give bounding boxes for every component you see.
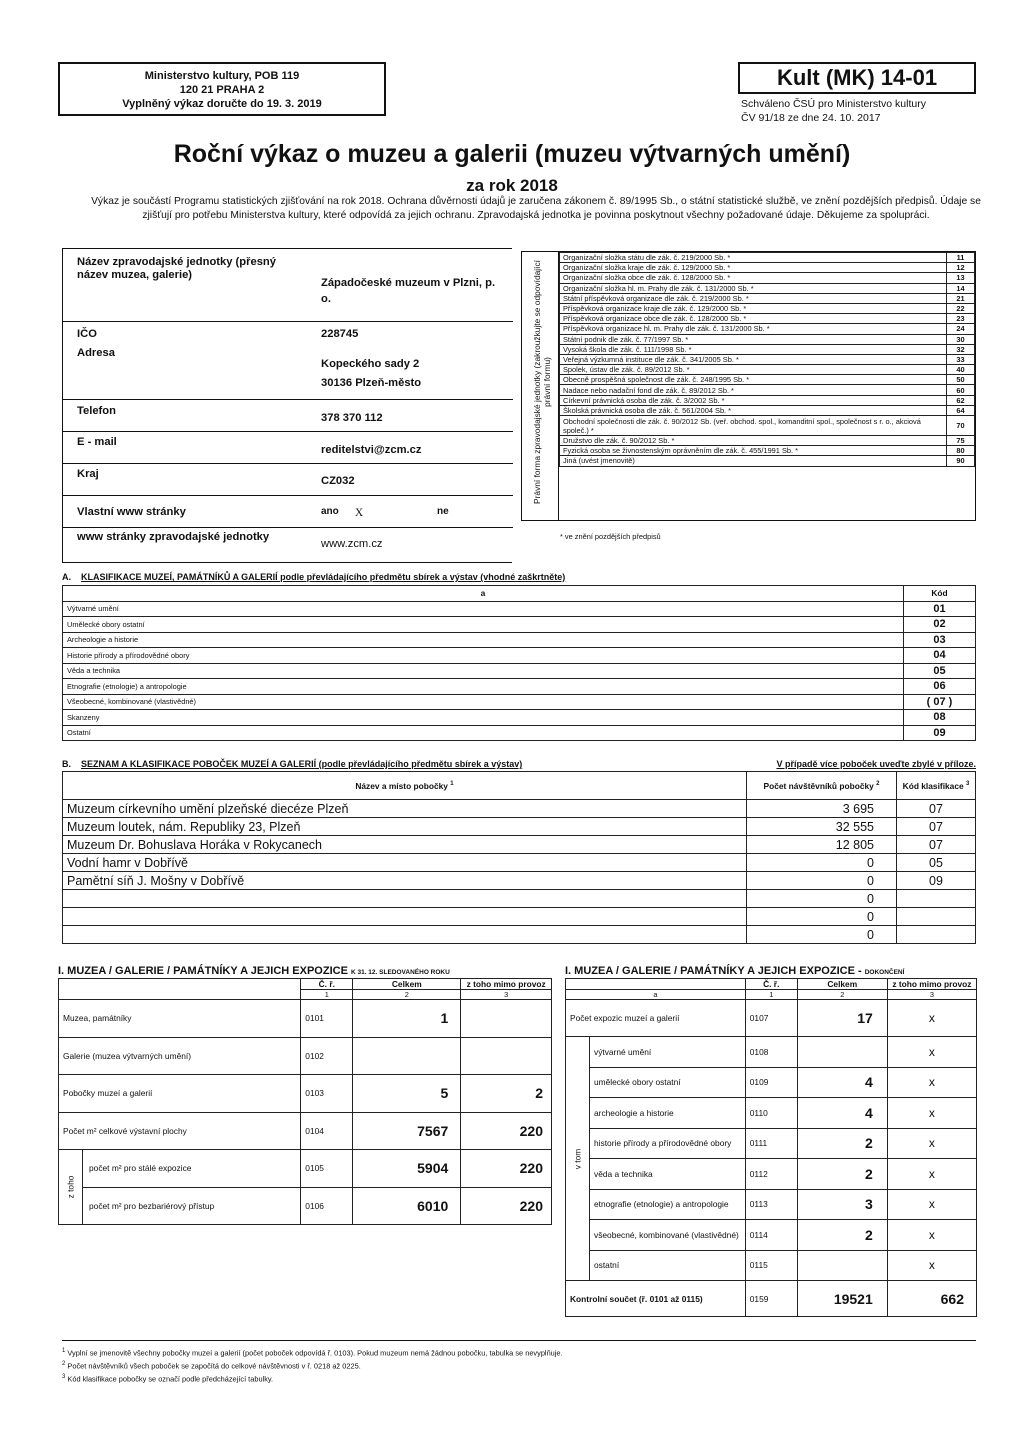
classification-code[interactable]: 06 (904, 679, 976, 695)
legal-form-code[interactable]: 23 (947, 314, 975, 324)
classification-label: Všeobecné, kombinované (vlastivědné) (63, 694, 904, 710)
row-number: 0101 (301, 1000, 353, 1038)
idx-1: 1 (745, 990, 797, 1000)
total-value[interactable]: 4 (797, 1098, 887, 1129)
idx-2: 2 (353, 990, 461, 1000)
ofwhich-value[interactable]: x (887, 1189, 976, 1220)
classification-row (63, 694, 976, 710)
footnote-3: $^3$ Kód klasifikace pobočky se označí podle předcházející tabulky. (62, 1374, 274, 1384)
footnotes (62, 1340, 976, 1385)
classification-label: Skanzeny (63, 710, 904, 726)
legal-form-code[interactable]: 33 (947, 354, 975, 364)
row-number: 0106 (301, 1187, 353, 1225)
legal-form-code[interactable]: 12 (947, 263, 975, 273)
section-i-heading (58, 965, 450, 977)
idx-1: 1 (301, 990, 353, 1000)
exhibition-label: Počet expozic muzeí a galerií (566, 1000, 746, 1037)
row-number: 0109 (745, 1067, 797, 1098)
legal-form-row (560, 405, 975, 415)
exhibition-label: všeobecné, kombinované (vlastivědné) (590, 1220, 746, 1251)
section-i-cont-title: I. MUZEA / GALERIE / PAMÁTNÍKY A JEJICH EXPOZICE - (565, 965, 862, 977)
ofwhich-value[interactable]: x (887, 1000, 976, 1037)
phone-label: Telefon (77, 405, 116, 417)
classification-label: Ostatní (63, 725, 904, 741)
classification-row (63, 648, 976, 664)
legal-form-row (560, 365, 975, 375)
ofwhich-value[interactable]: x (887, 1159, 976, 1190)
idx-3: 3 (461, 990, 552, 1000)
legal-form-label: Organizační složka hl. m. Prahy dle zák. č. 131/2000 Sb. * (560, 283, 947, 293)
legal-form-vertical-label (522, 252, 559, 520)
col-ofwhich-header: z toho mimo provoz (887, 979, 976, 990)
branch-row (63, 926, 976, 944)
col-visitors-header: Počet návštěvníků pobočky $^2$ (747, 772, 897, 800)
exhibition-row (566, 1098, 977, 1129)
legal-form-code[interactable]: 32 (947, 344, 975, 354)
classification-code[interactable]: 04 (904, 648, 976, 664)
row-number: 0115 (745, 1250, 797, 1281)
section-b-note: V případě více poboček uveďte zbylé v příloze. (776, 759, 976, 769)
row-number: 0105 (301, 1150, 353, 1188)
row-number: 0113 (745, 1189, 797, 1220)
legal-form-label: Jiná (uvést jmenovitě) (560, 456, 947, 466)
col-total-header: Celkem (797, 979, 887, 990)
branch-row (63, 854, 976, 872)
page-subtitle: za rok 2018 (466, 176, 558, 195)
section-a-heading (62, 572, 565, 582)
col-name-header: Název a místo pobočky $^1$ (63, 772, 747, 800)
branch-row (63, 890, 976, 908)
branch-row (63, 818, 976, 836)
exhibition-label: věda a technika (590, 1159, 746, 1190)
footnote-text: Vyplní se jmenovitě všechny pobočky muzeí a galerií (počet poboček odpovídá ř. 0103). Pokud muzeum nemá žádnou pobočku, tabulka se nevyplňuje. (67, 1348, 563, 1358)
legal-form-label: Družstvo dle zák. č. 90/2012 Sb. * (560, 436, 947, 446)
legal-form-code[interactable]: 75 (947, 436, 975, 446)
classification-row (63, 601, 976, 617)
classification-code[interactable]: 09 (904, 725, 976, 741)
address-line2[interactable]: 30136 Plzeň-město (321, 377, 422, 389)
legal-form-label: Státní podnik dle zák. č. 77/1997 Sb. * (560, 334, 947, 344)
total-value[interactable]: 4 (797, 1067, 887, 1098)
exhibition-label: Muzea, památníky (59, 1000, 301, 1038)
total-value[interactable]: 7567 (353, 1112, 461, 1150)
approval-line: Schváleno ČSÚ pro Ministerstvo kultury (741, 98, 926, 110)
classification-label: Etnografie (etnologie) a antropologie (63, 679, 904, 695)
legal-form-label: Organizační složka státu dle zák. č. 219/2000 Sb. * (560, 253, 947, 263)
recipient-box (58, 62, 386, 116)
footnote-text: Kód klasifikace pobočky se označí podle předcházející tabulky. (67, 1374, 274, 1384)
classification-label: Archeologie a historie (63, 632, 904, 648)
total-value[interactable]: 6010 (353, 1187, 461, 1225)
exhibition-row (59, 1112, 552, 1150)
intro-text: Výkaz je součástí Programu statistických zjišťování na rok 2018. Ochrana důvěrnosti údajů je zaručena zákonem č. 89/1995 Sb., o státní statistické službě, ve znění pozdějších předpisů. Údaje se zjišťují pro potřebu Ministerstva kultury, které odpovídá za jejich ochranu. Zpravodajská jednotka je povinna poskytnout všechny požadované údaje. Děkujeme za spolupráci. (91, 196, 981, 221)
classification-row (63, 679, 976, 695)
total-value[interactable] (353, 1037, 461, 1075)
total-value[interactable]: 1 (353, 1000, 461, 1038)
group-label-cell (59, 1150, 83, 1225)
branch-name[interactable] (63, 926, 747, 944)
own-web-yes[interactable]: ano (321, 506, 339, 517)
legal-form-label: Fyzická osoba se živnostenským oprávněním dle zák. č. 455/1991 Sb. * (560, 446, 947, 456)
table-header-row (63, 586, 976, 602)
legal-form-code[interactable]: 14 (947, 283, 975, 293)
total-value[interactable]: 5 (353, 1075, 461, 1113)
legal-form-row (560, 456, 975, 466)
branch-row (63, 800, 976, 818)
legal-form-footnote: * ve znění pozdějších předpisů (560, 532, 661, 541)
branch-row (63, 872, 976, 890)
legal-form-code[interactable]: 11 (947, 253, 975, 263)
exhibition-label: umělecké obory ostatní (590, 1067, 746, 1098)
total-value[interactable]: 17 (797, 1000, 887, 1037)
row-number: 0104 (301, 1112, 353, 1150)
legal-form-row (560, 385, 975, 395)
control-sum-ofwhich[interactable]: 662 (887, 1281, 976, 1317)
row-number: 0114 (745, 1220, 797, 1251)
legal-form-table (559, 252, 975, 467)
branch-code[interactable] (897, 890, 976, 908)
branch-name[interactable] (63, 890, 747, 908)
page-title: Roční výkaz o muzeu a galerii (muzeu výtvarných umění) (173, 140, 851, 168)
idx-a: a (566, 990, 746, 1000)
unit-name-value[interactable]: Západočeské muzeum v Plzni, p. o. (321, 277, 496, 305)
exhibition-row (59, 1075, 552, 1113)
exhibition-row (59, 1000, 552, 1038)
branch-visitors[interactable]: 0 (747, 872, 897, 890)
ico-value[interactable]: 228745 (321, 328, 359, 340)
exhibition-row (566, 1067, 977, 1098)
legal-form-code[interactable]: 30 (947, 334, 975, 344)
col-row-header: Č. ř. (301, 979, 353, 990)
legal-form-label: Příspěvková organizace kraje dle zák. č. 129/2000 Sb. * (560, 303, 947, 313)
exhibition-row (566, 1037, 977, 1068)
group-label: z toho (65, 1175, 76, 1199)
recipient-line: Ministerstvo kultury, POB 119 (144, 70, 300, 82)
classification-row (63, 617, 976, 633)
table-header-row (63, 772, 976, 800)
exhibitions-table (58, 978, 552, 1225)
branch-visitors[interactable]: 0 (747, 926, 897, 944)
legal-form-row (560, 375, 975, 385)
classification-label: Historie přírody a přírodovědné obory (63, 648, 904, 664)
legal-form-label: Organizační složka obce dle zák. č. 128/2000 Sb. * (560, 273, 947, 283)
control-sum-label: Kontrolní součet (ř. 0101 až 0115) (566, 1281, 746, 1317)
total-value[interactable] (797, 1037, 887, 1068)
ofwhich-value[interactable]: 220 (461, 1187, 552, 1225)
col-visitors-text: Počet návštěvníků pobočky (763, 780, 874, 791)
classification-row (63, 632, 976, 648)
own-web-mark: X (355, 507, 364, 519)
ofwhich-value[interactable]: 220 (461, 1112, 552, 1150)
exhibition-label: ostatní (590, 1250, 746, 1281)
exhibition-label: počet m² pro bezbariérový přístup (83, 1187, 301, 1225)
branch-name[interactable]: Pamětní síň J. Mošny v Dobřívě (63, 872, 747, 890)
total-value[interactable]: 3 (797, 1189, 887, 1220)
legal-form-row (560, 303, 975, 313)
classification-code[interactable]: 05 (904, 663, 976, 679)
exhibition-row (59, 1037, 552, 1075)
branches-table (62, 771, 976, 944)
form-code: Kult (MK) 14-01 (738, 62, 976, 94)
legal-form-code[interactable]: 62 (947, 395, 975, 405)
section-a-prefix: A. (62, 572, 71, 582)
unit-web-label: www stránky zpravodajské jednotky (77, 531, 270, 543)
ico-label: IČO (77, 328, 97, 340)
legal-form-code[interactable]: 50 (947, 375, 975, 385)
branch-code[interactable]: 05 (897, 854, 976, 872)
legal-form-row (560, 416, 975, 436)
section-b-title: SEZNAM A KLASIFIKACE POBOČEK MUZEÍ A GALERIÍ (podle převládajícího předmětu sbírek a výstav) (81, 759, 523, 769)
classification-table (62, 585, 976, 741)
total-value[interactable] (797, 1250, 887, 1281)
footnote-1: $^1$ Vyplní se jmenovitě všechny pobočky muzeí a galerií (počet poboček odpovídá ř. 0103). Pokud muzeum nemá žádnou pobočku, tabulka se nevyplňuje. (62, 1348, 563, 1358)
col-row-header: Č. ř. (745, 979, 797, 990)
legal-form-block (521, 251, 976, 521)
divider (63, 527, 513, 528)
branch-code[interactable]: 07 (897, 800, 976, 818)
branch-row (63, 908, 976, 926)
control-sum-row (566, 1281, 977, 1317)
branch-visitors[interactable]: 0 (747, 890, 897, 908)
legal-form-code[interactable]: 60 (947, 385, 975, 395)
divider (63, 321, 513, 322)
group-label: v tom (572, 1148, 583, 1169)
classification-label: Věda a technika (63, 663, 904, 679)
deadline-line: Vyplněný výkaz doručte do 19. 3. 2019 (122, 98, 322, 110)
divider (63, 463, 513, 464)
exhibition-label: historie přírody a přírodovědné obory (590, 1128, 746, 1159)
classification-label: Umělecké obory ostatní (63, 617, 904, 633)
idx-2: 2 (797, 990, 887, 1000)
control-sum-total[interactable]: 19521 (797, 1281, 887, 1317)
col-name-text: Název a místo pobočky (355, 780, 448, 791)
total-value[interactable]: 2 (797, 1159, 887, 1190)
own-web-label: Vlastní www stránky (77, 506, 186, 518)
legal-form-row (560, 324, 975, 334)
branch-name[interactable]: Muzeum Dr. Bohuslava Horáka v Rokycanech (63, 836, 747, 854)
section-i-cont-suffix: DOKONČENÍ (864, 969, 905, 976)
divider (63, 399, 513, 400)
legal-form-code[interactable]: 21 (947, 293, 975, 303)
exhibition-row (566, 1128, 977, 1159)
legal-form-label: Veřejná výzkumná instituce dle zák. č. 341/2005 Sb. * (560, 354, 947, 364)
ofwhich-value[interactable]: x (887, 1067, 976, 1098)
region-label: Kraj (77, 468, 99, 480)
branch-code[interactable]: 07 (897, 818, 976, 836)
exhibition-label: výtvarné umění (590, 1037, 746, 1068)
branch-code[interactable] (897, 908, 976, 926)
branch-visitors[interactable]: 3 695 (747, 800, 897, 818)
footnote-text: Počet návštěvníků všech poboček se započítá do celkové návštěvnosti v ř. 0218 až 0225. (67, 1361, 361, 1371)
exhibition-row (566, 1159, 977, 1190)
legal-form-row (560, 344, 975, 354)
branch-visitors[interactable]: 0 (747, 908, 897, 926)
address-label: Adresa (77, 347, 115, 359)
legal-form-code[interactable]: 24 (947, 324, 975, 334)
ofwhich-value[interactable]: x (887, 1098, 976, 1129)
ofwhich-value[interactable] (461, 1037, 552, 1075)
ofwhich-value[interactable]: x (887, 1250, 976, 1281)
row-number: 0112 (745, 1159, 797, 1190)
approval-note (741, 97, 926, 125)
legal-form-code[interactable]: 80 (947, 446, 975, 456)
row-number: 0110 (745, 1098, 797, 1129)
col-label-header (59, 979, 301, 1000)
classification-code[interactable]: 08 (904, 710, 976, 726)
legal-form-code[interactable]: 70 (947, 416, 975, 436)
branch-visitors[interactable]: 12 805 (747, 836, 897, 854)
ofwhich-value[interactable]: x (887, 1128, 976, 1159)
legal-form-label: Příspěvková organizace hl. m. Prahy dle zák. č. 131/2000 Sb. * (560, 324, 947, 334)
divider (63, 495, 513, 496)
email-label: E - mail (77, 436, 117, 448)
branch-code[interactable]: 07 (897, 836, 976, 854)
branch-name[interactable]: Muzeum církevního umění plzeňské diecéze Plzeň (63, 800, 747, 818)
exhibition-row (566, 1220, 977, 1251)
classification-code[interactable]: 01 (904, 601, 976, 617)
legal-form-label: Vysoká škola dle zák. č. 111/1998 Sb. * (560, 344, 947, 354)
legal-form-label: Organizační složka kraje dle zák. č. 129/2000 Sb. * (560, 263, 947, 273)
legal-form-row (560, 446, 975, 456)
unit-identification (62, 248, 512, 563)
ofwhich-value[interactable]: 220 (461, 1150, 552, 1188)
branch-name[interactable]: Vodní hamr v Dobřívě (63, 854, 747, 872)
col-label-header (566, 979, 746, 990)
row-number: 0103 (301, 1075, 353, 1113)
group-label-cell (566, 1037, 590, 1281)
legal-form-label: Obecně prospěšná společnost dle zák. č. 248/1995 Sb. * (560, 375, 947, 385)
unit-web-value[interactable]: www.zcm.cz (321, 538, 383, 550)
branch-name[interactable] (63, 908, 747, 926)
section-i-date: K 31. 12. SLEDOVANÉHO ROKU (350, 969, 450, 976)
legal-form-code[interactable]: 22 (947, 303, 975, 313)
total-value[interactable]: 2 (797, 1220, 887, 1251)
legal-form-row (560, 273, 975, 283)
section-i-title: I. MUZEA / GALERIE / PAMÁTNÍKY A JEJICH EXPOZICE (58, 965, 348, 977)
branch-code[interactable]: 09 (897, 872, 976, 890)
address-line1[interactable]: Kopeckého sady 2 (321, 358, 420, 370)
legal-form-row (560, 436, 975, 446)
section-b-heading (62, 759, 976, 769)
footnote-2: $^2$ Počet návštěvníků všech poboček se započítá do celkové návštěvnosti v ř. 0218 až 0225. (62, 1361, 361, 1371)
legal-form-code[interactable]: 64 (947, 405, 975, 415)
table-header-row (566, 979, 977, 990)
legal-form-label: Příspěvková organizace obce dle zák. č. 128/2000 Sb. * (560, 314, 947, 324)
idx-3: 3 (887, 990, 976, 1000)
exhibition-row (59, 1150, 552, 1188)
legal-form-row (560, 334, 975, 344)
col-total-header: Celkem (353, 979, 461, 990)
section-i-cont-heading (565, 965, 904, 977)
exhibition-label: počet m² pro stálé expozice (83, 1150, 301, 1188)
row-number: 0159 (745, 1281, 797, 1317)
email-value[interactable]: reditelstvi@zcm.cz (321, 444, 422, 456)
exhibition-label: Galerie (muzea výtvarných umění) (59, 1037, 301, 1075)
exhibition-row (59, 1187, 552, 1225)
exhibitions-cont-table (565, 978, 977, 1317)
col-a-header: a (63, 586, 904, 602)
legal-form-label: Nadace nebo nadační fond dle zák. č. 89/2012 Sb. * (560, 385, 947, 395)
exhibition-label: archeologie a historie (590, 1098, 746, 1129)
legal-form-code[interactable]: 90 (947, 456, 975, 466)
col-code-header: Kód klasifikace $^3$ (897, 772, 976, 800)
legal-form-label: Obchodní společnosti dle zák. č. 90/2012 Sb. (veř. obchod. spol., komanditní spol., společnost s r. o., akciová společ.) * (560, 416, 947, 436)
legal-form-code[interactable]: 40 (947, 365, 975, 375)
exhibition-label: Pobočky muzeí a galerií (59, 1075, 301, 1113)
branch-visitors[interactable]: 32 555 (747, 818, 897, 836)
ofwhich-value[interactable]: x (887, 1037, 976, 1068)
legal-form-caption: Právní forma zpravodajské jednotky (zakroužkujte se odpovídající právní formu) (532, 260, 552, 504)
legal-form-label: Církevní právnická osoba dle zák. č. 3/2002 Sb. * (560, 395, 947, 405)
ofwhich-value[interactable]: x (887, 1220, 976, 1251)
legal-form-label: Spolek, ústav dle zák. č. 89/2012 Sb. * (560, 365, 947, 375)
classification-row (63, 663, 976, 679)
classification-code[interactable]: 02 (904, 617, 976, 633)
ofwhich-value[interactable]: 2 (461, 1075, 552, 1113)
legal-form-row (560, 283, 975, 293)
classification-code[interactable]: ( 07 ) (904, 694, 976, 710)
total-value[interactable]: 5904 (353, 1150, 461, 1188)
col-code-text: Kód klasifikace (902, 780, 964, 791)
legal-form-row (560, 314, 975, 324)
section-a-title: KLASIFIKACE MUZEÍ, PAMÁTNÍKŮ A GALERIÍ podle převládajícího předmětu sbírek a výstav (vhodné zaškrtněte) (81, 572, 566, 582)
row-number: 0111 (745, 1128, 797, 1159)
branch-visitors[interactable]: 0 (747, 854, 897, 872)
exhibition-row (566, 1250, 977, 1281)
own-web-no[interactable]: ne (437, 506, 449, 517)
approval-line: ČV 91/18 ze dne 24. 10. 2017 (741, 112, 881, 124)
table-header-row (59, 979, 552, 990)
branch-code[interactable] (897, 926, 976, 944)
unit-name-label: Název zpravodajské jednotky (přesný název muzea, galerie) (77, 256, 276, 281)
legal-form-code[interactable]: 13 (947, 273, 975, 283)
legal-form-row (560, 263, 975, 273)
exhibition-label: Počet m² celkové výstavní plochy (59, 1112, 301, 1150)
branch-name[interactable]: Muzeum loutek, nám. Republiky 23, Plzeň (63, 818, 747, 836)
total-value[interactable]: 2 (797, 1128, 887, 1159)
exhibition-row (566, 1189, 977, 1220)
exhibition-label: etnografie (etnologie) a antropologie (590, 1189, 746, 1220)
classification-code[interactable]: 03 (904, 632, 976, 648)
legal-form-row (560, 253, 975, 263)
section-b-prefix: B. (62, 759, 71, 769)
classification-row (63, 725, 976, 741)
divider (63, 431, 513, 432)
classification-label: Výtvarné umění (63, 601, 904, 617)
legal-form-label: Školská právnická osoba dle zák. č. 561/2004 Sb. * (560, 405, 947, 415)
branch-row (63, 836, 976, 854)
recipient-line: 120 21 PRAHA 2 (179, 84, 265, 96)
col-code-header: Kód (904, 586, 976, 602)
legal-form-row (560, 293, 975, 303)
row-number: 0107 (745, 1000, 797, 1037)
region-value[interactable]: CZ032 (321, 475, 355, 487)
row-number: 0102 (301, 1037, 353, 1075)
table-index-row (566, 990, 977, 1000)
phone-value[interactable]: 378 370 112 (321, 412, 383, 424)
legal-form-label: Státní příspěvková organizace dle zák. č. 219/2000 Sb. * (560, 293, 947, 303)
classification-row (63, 710, 976, 726)
legal-form-row (560, 354, 975, 364)
exhibition-row (566, 1000, 977, 1037)
row-number: 0108 (745, 1037, 797, 1068)
col-ofwhich-header: z toho mimo provoz (461, 979, 552, 990)
ofwhich-value[interactable] (461, 1000, 552, 1038)
legal-form-row (560, 395, 975, 405)
